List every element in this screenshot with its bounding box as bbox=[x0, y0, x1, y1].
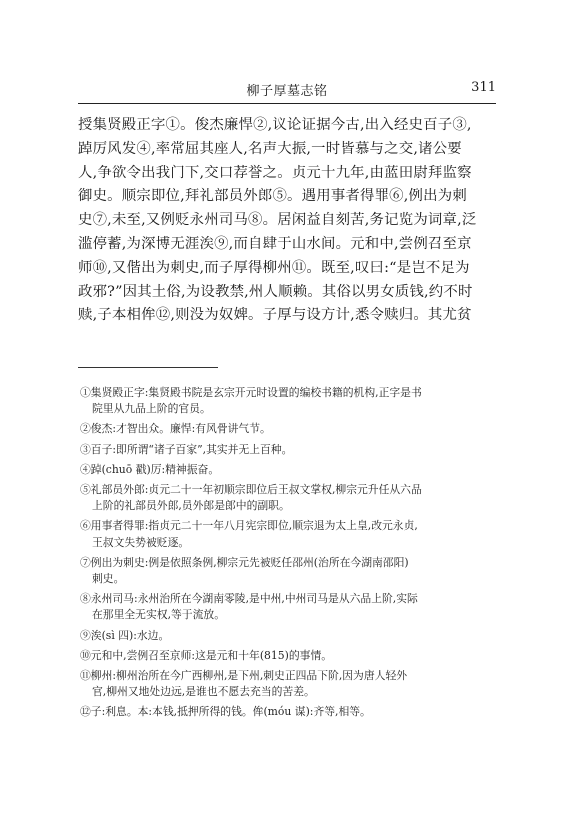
footnote-line: 官,柳州又地处边远,是谁也不愿去充当的苦差。 bbox=[92, 685, 315, 699]
running-title: 柳子厚墓志铭 bbox=[246, 84, 328, 99]
footnote-line: 上阶的礼部员外郎,员外郎是郎中的副职。 bbox=[92, 499, 290, 513]
text-line: 授集贤殿正字①。俊杰廉悍②,议论证据今古,出入经史百子③, bbox=[78, 117, 472, 133]
page-number: 311 bbox=[471, 80, 496, 95]
text-line: 政邪?”因其土俗,为设教禁,州人顺赖。其俗以男女质钱,约不时 bbox=[78, 283, 473, 300]
header-rule bbox=[78, 103, 496, 104]
footnote-12 bbox=[80, 704, 496, 720]
footnote-1 bbox=[80, 385, 496, 417]
footnote-3 bbox=[80, 442, 496, 458]
footnote-line: ⑫子:利息。本:本钱,抵押所得的钱。侔(móu 谋):齐等,相等。 bbox=[80, 705, 371, 719]
footnote-9 bbox=[80, 628, 496, 644]
footnote-line: ④踔(chuō 戳)厉:精神振奋。 bbox=[80, 462, 220, 476]
main-text bbox=[78, 114, 498, 328]
footnote-line: ①集贤殿正字:集贤殿书院是玄宗开元时设置的编校书籍的机构,正字是书 bbox=[80, 386, 422, 399]
footnote-line: 院里从九品上阶的官员。 bbox=[92, 402, 211, 416]
footnote-line: ⑤礼部员外郎:贞元二十一年初顺宗即位后王叔文掌权,柳宗元升任从六品 bbox=[80, 483, 422, 497]
page-header bbox=[78, 80, 496, 100]
footnote-11 bbox=[80, 668, 496, 700]
text-line: 师⑩,又偕出为刺史,而子厚得柳州⑪。既至,叹曰:“是岂不足为 bbox=[78, 259, 470, 276]
footnote-line: ⑧永州司马:永州治所在今湖南零陵,是中州,中州司马是从六品上阶,实际 bbox=[80, 592, 418, 606]
text-line: 赎,子本相侔⑫,则没为奴婢。子厚与设方计,悉令赎归。其尤贫 bbox=[78, 307, 472, 324]
footnote-line: 王叔文失势被贬逐。 bbox=[92, 535, 190, 549]
footnote-4 bbox=[80, 462, 496, 478]
text-line: 踔厉风发④,率常屈其座人,名声大振,一时皆慕与之交,诸公要 bbox=[78, 140, 462, 157]
footnote-5 bbox=[80, 482, 496, 514]
footnote-line: ⑨涘(sì 四):水边。 bbox=[80, 628, 170, 642]
footnote-7 bbox=[80, 555, 496, 587]
footnote-line: 刺史。 bbox=[92, 572, 125, 586]
footnote-line: ③百子:即所谓“诸子百家”,其实并无上百种。 bbox=[80, 442, 293, 456]
footnote-10 bbox=[80, 648, 496, 664]
footnote-line: ②俊杰:才智出众。廉悍:有风骨讲气节。 bbox=[80, 422, 271, 436]
text-line: 史⑦,未至,又例贬永州司马⑧。居闲益自刻苦,务记览为词章,泛 bbox=[78, 212, 477, 229]
footnote-6 bbox=[80, 518, 496, 550]
footnote-line: ⑪柳州:柳州治所在今广西柳州,是下州,刺史正四品下阶,因为唐人轻外 bbox=[80, 669, 408, 683]
text-line: 御史。顺宗即位,拜礼部员外郎⑤。遇用事者得罪⑥,例出为刺 bbox=[78, 188, 467, 205]
footnote-line: ⑦例出为刺史:例是依照条例,柳宗元先被贬任邵州(治所在今湖南邵阳) bbox=[80, 555, 409, 569]
footnote-8 bbox=[80, 591, 496, 623]
text-line: 人,争欲令出我门下,交口荐誉之。贞元十九年,由蓝田尉拜监察 bbox=[78, 164, 472, 181]
footnote-line: 在那里全无实权,等于流放。 bbox=[92, 608, 225, 622]
footnote-rule bbox=[78, 367, 218, 368]
text-line: 滥停蓄,为深博无涯涘⑨,而自肆于山水间。元和中,尝例召至京 bbox=[78, 235, 472, 252]
footnote-line: ⑩元和中,尝例召至京师:这是元和十年(815)的事情。 bbox=[80, 648, 333, 662]
footnote-2 bbox=[80, 421, 496, 437]
footnote-line: ⑥用事者得罪:指贞元二十一年八月宪宗即位,顺宗退为太上皇,改元永贞, bbox=[80, 519, 418, 533]
footnotes bbox=[80, 385, 496, 725]
